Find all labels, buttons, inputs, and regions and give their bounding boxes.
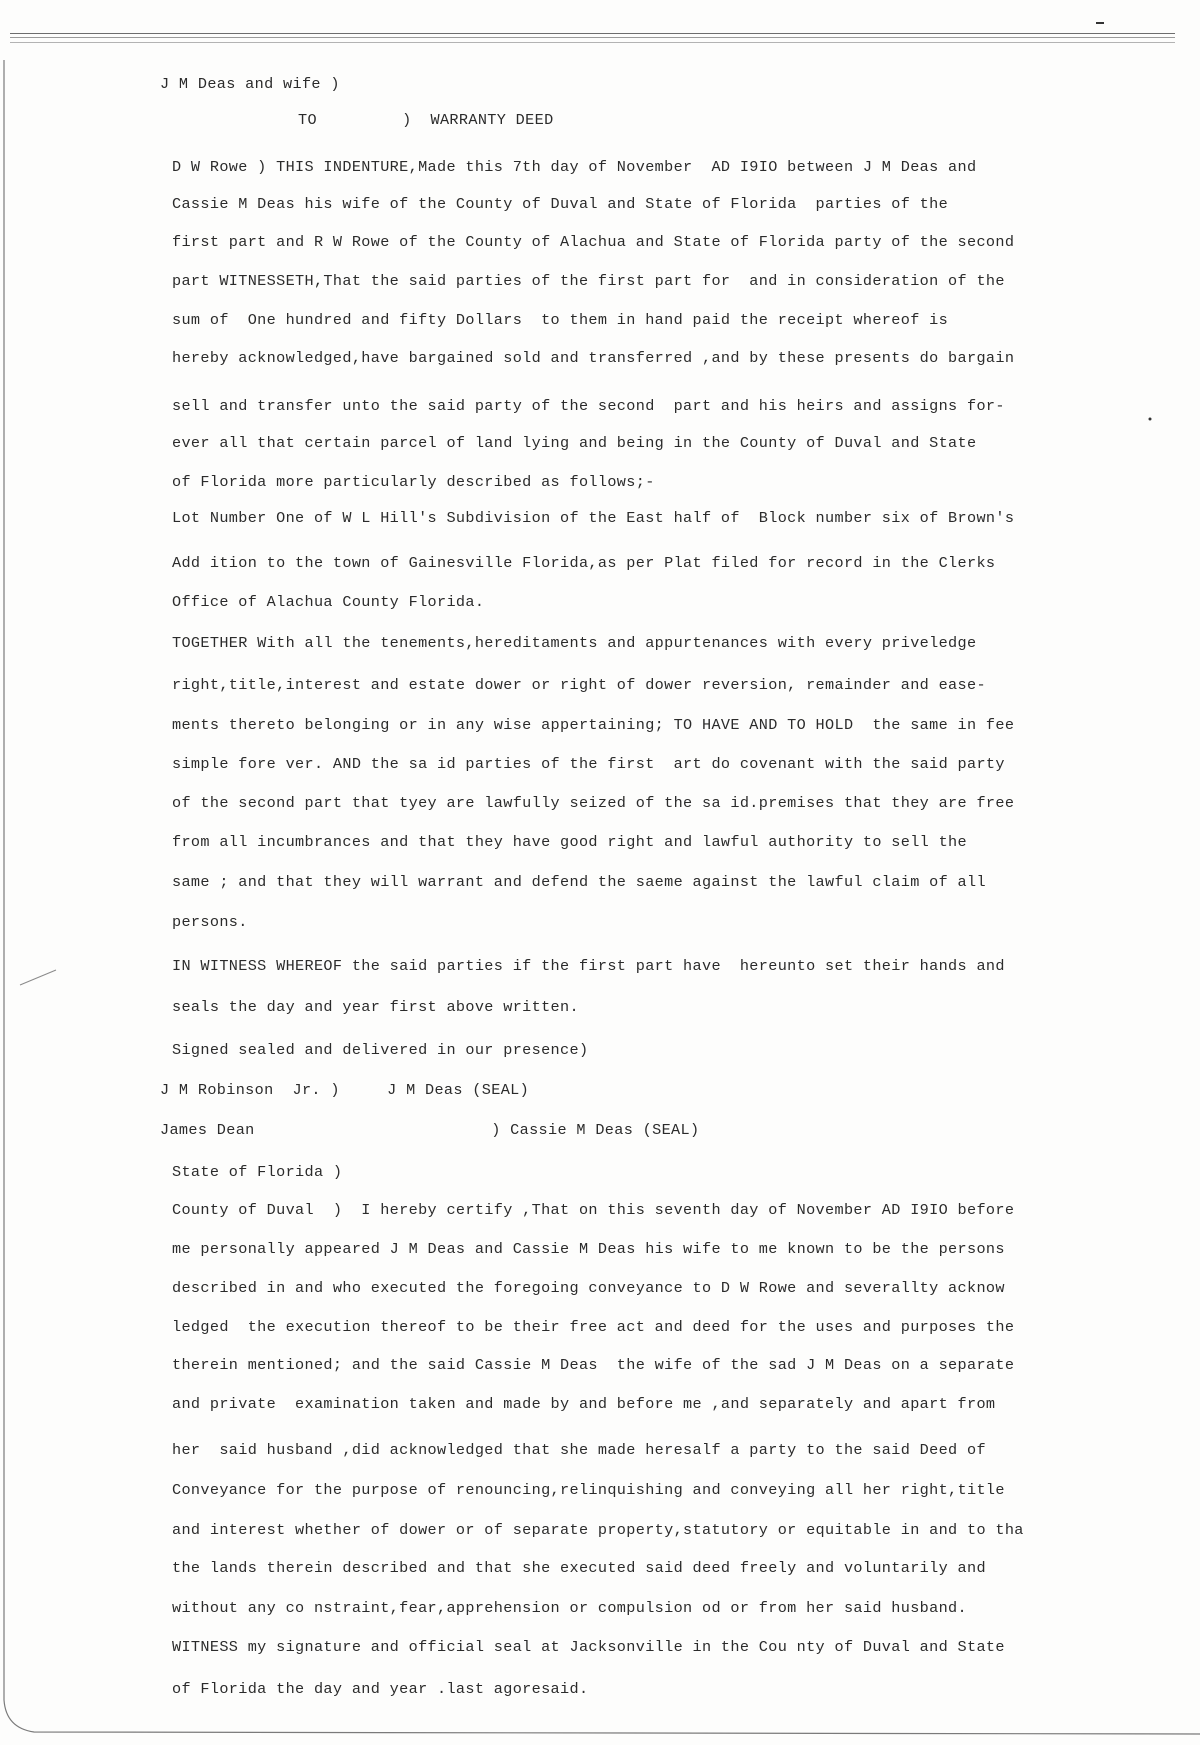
text-line: right,title,interest and estate dower or right of dower reversion, remainder and ease-	[172, 676, 986, 694]
header-rule-line	[10, 33, 1175, 34]
text-line: first part and R W Rowe of the County of Alachua and State of Florida party of the second	[172, 233, 1015, 251]
text-line: Add ition to the town of Gainesville Florida,as per Plat filed for record in the Clerks	[172, 554, 996, 572]
signature-witness-line: James Dean ) Cassie M Deas (SEAL)	[160, 1121, 700, 1139]
text-line: of Florida more particularly described as follows;-	[172, 473, 655, 491]
text-line: seals the day and year first above written.	[172, 998, 579, 1016]
text-line: me personally appeared J M Deas and Cassie M Deas his wife to me known to be the persons	[172, 1240, 1005, 1258]
header-rule-line	[10, 37, 1175, 38]
text-line: her said husband ,did acknowledged that she made heresalf a party to the said Deed of	[172, 1441, 986, 1459]
heading-title-line: TO ) WARRANTY DEED	[298, 111, 554, 129]
text-line: Cassie M Deas his wife of the County of Duval and State of Florida parties of the	[172, 195, 949, 213]
text-line: WITNESS my signature and official seal at Jacksonville in the Cou nty of Duval and State	[172, 1638, 1005, 1656]
text-line: sum of One hundred and fifty Dollars to them in hand paid the receipt whereof is	[172, 311, 949, 329]
text-line: therein mentioned; and the said Cassie M Deas the wife of the sad J M Deas on a separate	[172, 1356, 1015, 1374]
text-line: and private examination taken and made by and before me ,and separately and apart from	[172, 1395, 996, 1413]
heading-parties-line: J M Deas and wife )	[160, 75, 340, 93]
text-line: ever all that certain parcel of land lying and being in the County of Duval and State	[172, 434, 977, 452]
text-line: Office of Alachua County Florida.	[172, 593, 485, 611]
text-line: TOGETHER With all the tenements,hereditaments and appurtenances with every priveledge	[172, 634, 977, 652]
text-line: ledged the execution thereof to be their free act and deed for the uses and purposes the	[172, 1318, 1015, 1336]
text-line: and interest whether of dower or of separate property,statutory or equitable in and to tha	[172, 1521, 1024, 1539]
text-line: of Florida the day and year .last agoresaid.	[172, 1680, 589, 1698]
text-line: simple fore ver. AND the sa id parties of the first art do covenant with the said party	[172, 755, 1005, 773]
text-line: without any co nstraint,fear,apprehension or compulsion od or from her said husband.	[172, 1599, 967, 1617]
text-line: D W Rowe ) THIS INDENTURE,Made this 7th day of November AD I9IO between J M Deas and	[172, 158, 977, 176]
text-line: IN WITNESS WHEREOF the said parties if the first part have hereunto set their hands and	[172, 957, 1005, 975]
signature-witness-line: J M Robinson Jr. ) J M Deas (SEAL)	[160, 1081, 530, 1099]
text-line: Conveyance for the purpose of renouncing,relinquishing and conveying all her right,title	[172, 1481, 1005, 1499]
text-line: hereby acknowledged,have bargained sold and transferred ,and by these presents do bargain	[172, 349, 1015, 367]
text-line: same ; and that they will warrant and defend the saeme against the lawful claim of all	[172, 873, 986, 891]
text-line: the lands therein described and that she executed said deed freely and voluntarily and	[172, 1559, 986, 1577]
text-line: sell and transfer unto the said party of the second part and his heirs and assigns for-	[172, 397, 1005, 415]
corner-mark	[1096, 22, 1104, 24]
header-rule-line	[10, 42, 1175, 43]
text-line: of the second part that tyey are lawfully seized of the sa id.premises that they are free	[172, 794, 1015, 812]
text-line: persons.	[172, 913, 248, 931]
text-line: part WITNESSETH,That the said parties of the first part for and in consideration of the	[172, 272, 1005, 290]
text-line: described in and who executed the foregoing conveyance to D W Rowe and severallty acknow	[172, 1279, 1005, 1297]
text-line: County of Duval ) I hereby certify ,That on this seventh day of November AD I9IO before	[172, 1201, 1015, 1219]
text-line: Lot Number One of W L Hill's Subdivision of the East half of Block number six of Brown's	[172, 509, 1015, 527]
text-line: ments thereto belonging or in any wise appertaining; TO HAVE AND TO HOLD the same in fee	[172, 716, 1015, 734]
text-line: Signed sealed and delivered in our presence)	[172, 1041, 589, 1059]
text-line: from all incumbrances and that they have good right and lawful authority to sell the	[172, 833, 967, 851]
text-line: State of Florida )	[172, 1163, 343, 1181]
